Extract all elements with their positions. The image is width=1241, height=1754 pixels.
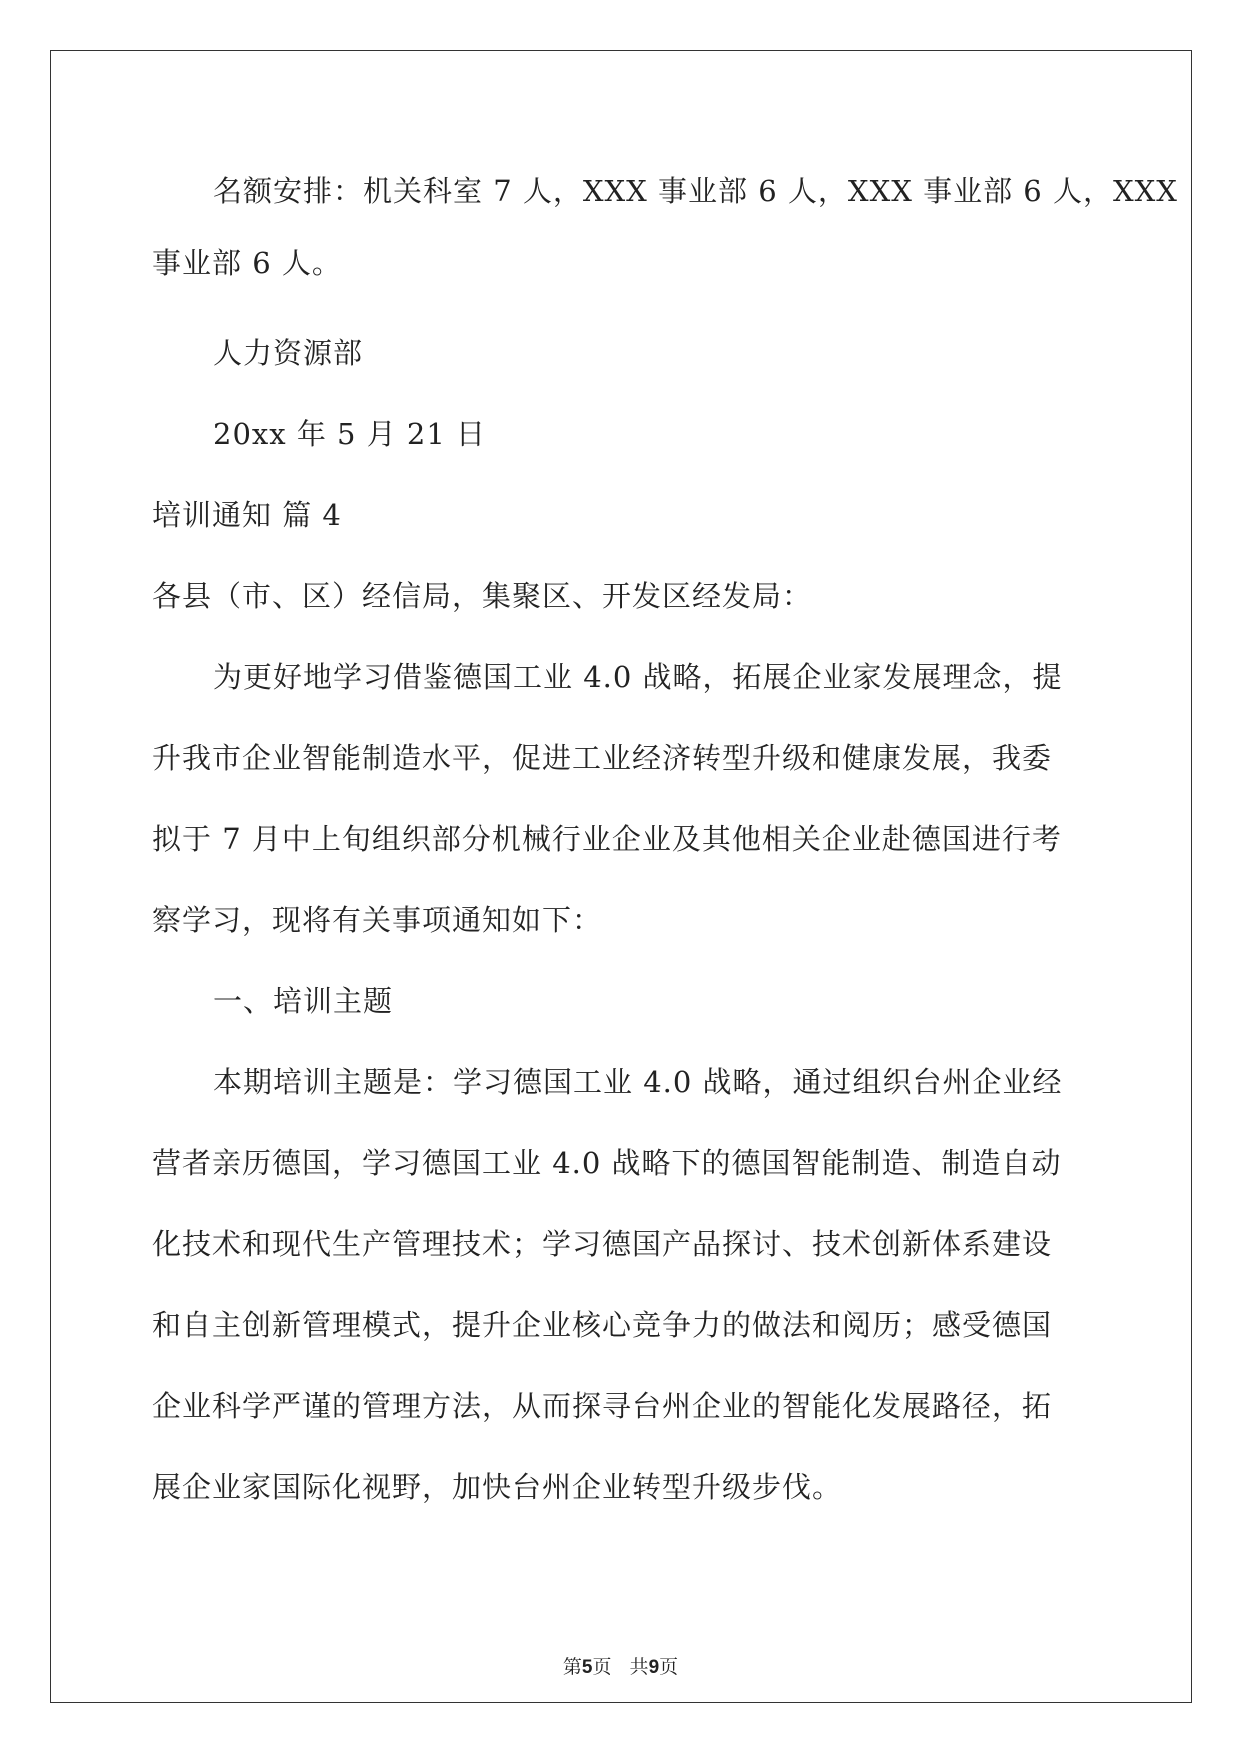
salutation: 各县（市、区）经信局，集聚区、开发区经发局： bbox=[152, 579, 813, 613]
text-line: 名额安排：机关科室 7 人，XXX 事业部 6 人，XXX 事业部 6 人，XXX bbox=[213, 174, 1178, 208]
text-line: 升我市企业智能制造水平，促进工业经济转型升级和健康发展，我委 bbox=[152, 741, 1053, 775]
subheading: 一、培训主题 bbox=[213, 984, 394, 1018]
footer-mid: 页 共 bbox=[592, 1656, 649, 1678]
text-line: 为更好地学习借鉴德国工业 4.0 战略，拓展企业家发展理念，提 bbox=[213, 660, 1063, 694]
text-line: 和自主创新管理模式，提升企业核心竞争力的做法和阅历；感受德国 bbox=[152, 1308, 1053, 1342]
text-line: 本期培训主题是：学习德国工业 4.0 战略，通过组织台州企业经 bbox=[213, 1065, 1063, 1099]
current-page-number: 5 bbox=[581, 1657, 593, 1678]
text-line: 营者亲历德国，学习德国工业 4.0 战略下的德国智能制造、制造自动 bbox=[152, 1146, 1062, 1180]
text-line: 化技术和现代生产管理技术；学习德国产品探讨、技术创新体系建设 bbox=[152, 1227, 1053, 1261]
text-line: 拟于 7 月中上旬组织部分机械行业企业及其他相关企业赴德国进行考 bbox=[152, 822, 1062, 856]
text-line: 企业科学严谨的管理方法，从而探寻台州企业的智能化发展路径，拓 bbox=[152, 1389, 1053, 1423]
footer-prefix: 第 bbox=[562, 1656, 582, 1678]
page-footer bbox=[0, 1655, 1241, 1680]
text-line: 人力资源部 bbox=[213, 336, 364, 370]
text-line: 察学习，现将有关事项通知如下： bbox=[152, 903, 603, 937]
total-pages-number: 9 bbox=[648, 1657, 660, 1678]
date-line: 20xx 年 5 月 21 日 bbox=[213, 417, 487, 451]
section-heading: 培训通知 篇 4 bbox=[152, 498, 342, 532]
page-border bbox=[50, 50, 1192, 1703]
text-line: 展企业家国际化视野，加快台州企业转型升级步伐。 bbox=[152, 1470, 843, 1504]
text-line: 事业部 6 人。 bbox=[152, 246, 342, 280]
footer-suffix: 页 bbox=[659, 1656, 679, 1678]
